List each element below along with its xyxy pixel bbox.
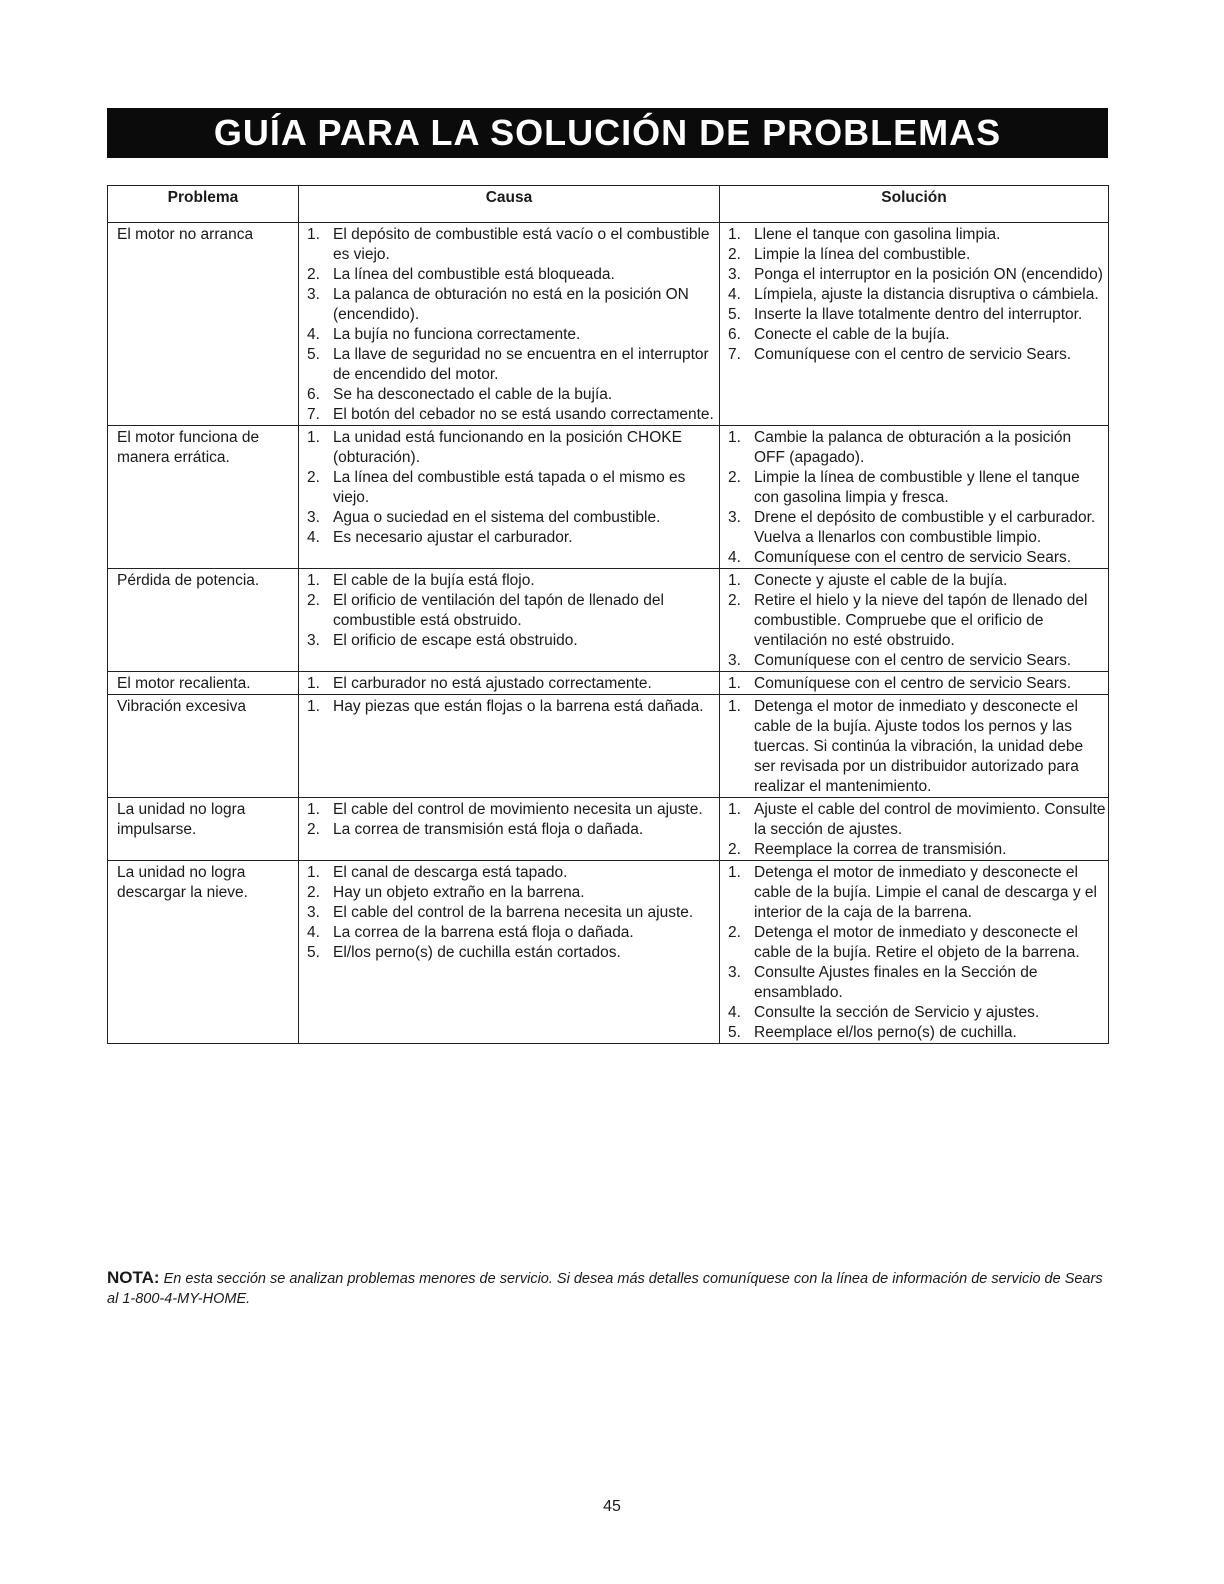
solution-item-text: Cambie la palanca de obturación a la posición OFF (apagado). [754,429,1072,466]
cause-item [307,883,717,903]
cause-cell [299,569,720,672]
solution-item [728,245,1106,265]
solution-item-number: 1. [728,698,741,715]
cause-item-text: El orificio de escape está obstruido. [333,632,578,649]
solution-cell [720,569,1109,672]
solution-item-number: 1. [728,864,741,881]
solution-item-text: Consulte Ajustes finales en la Sección de ensamblado. [754,964,1038,1001]
solution-item-number: 3. [728,652,741,669]
solution-item-text: Detenga el motor de inmediato y desconecte el cable de la bujía. Ajuste todos los pernos y las tuercas. Si continúa la vibración, la unidad debe ser revisada por un distribuidor autorizado para realizar el mantenimiento. [754,698,1084,795]
solution-item-text: Limpie la línea del combustible. [754,246,971,263]
table-header-row [108,186,1109,223]
solution-item [728,1023,1106,1043]
solution-item [728,697,1106,797]
solution-item [728,265,1106,285]
cause-item-text: Agua o suciedad en el sistema del combustible. [333,509,661,526]
cause-item-number: 3. [307,904,320,921]
solution-item [728,428,1106,468]
cause-item-number: 7. [307,406,320,423]
solution-item [728,800,1106,840]
solution-item [728,1003,1106,1023]
cause-cell [299,695,720,798]
cause-item [307,345,717,385]
solution-item-text: Limpie la línea de combustible y llene el tanque con gasolina limpia y fresca. [754,469,1080,506]
cause-item [307,285,717,325]
cause-item-number: 4. [307,326,320,343]
solution-item [728,225,1106,245]
cause-item [307,697,717,717]
solution-item-number: 2. [728,246,741,263]
cause-item [307,863,717,883]
solution-item-number: 1. [728,226,741,243]
solution-item [728,651,1106,671]
problem-cell: Vibración excesiva [108,695,299,798]
solution-item [728,548,1106,568]
cause-item [307,674,717,694]
solution-item-text: Drene el depósito de combustible y el carburador. Vuelva a llenarlos con combustible limpio. [754,509,1096,546]
cause-item-text: Hay piezas que están flojas o la barrena está dañada. [333,698,704,715]
solution-item-number: 5. [728,1024,741,1041]
cause-item-number: 2. [307,821,320,838]
cause-item-number: 6. [307,386,320,403]
solution-item-text: Conecte el cable de la bujía. [754,326,950,343]
solution-item-text: Inserte la llave totalmente dentro del interruptor. [754,306,1083,323]
solution-item-text: Llene el tanque con gasolina limpia. [754,226,1001,243]
solution-item-number: 5. [728,306,741,323]
cause-item-text: El cable del control de la barrena necesita un ajuste. [333,904,694,921]
problem-cell: El motor recalienta. [108,672,299,695]
cause-item-number: 2. [307,469,320,486]
cause-item-number: 4. [307,529,320,546]
cause-item [307,385,717,405]
cause-item-text: Se ha desconectado el cable de la bujía. [333,386,613,403]
solution-item [728,468,1106,508]
solution-item [728,345,1106,365]
solution-cell [720,672,1109,695]
solution-item-text: Comuníquese con el centro de servicio Sears. [754,346,1072,363]
header-solucion: Solución [720,186,1109,223]
cause-item-number: 1. [307,675,320,692]
solution-item [728,285,1106,305]
cause-item-text: El carburador no está ajustado correctamente. [333,675,652,692]
solution-item-number: 1. [728,429,741,446]
solution-item-number: 4. [728,286,741,303]
note-label: NOTA: [107,1268,160,1287]
page-number: 45 [603,1498,621,1515]
problem-cell: La unidad no logra impulsarse. [108,798,299,861]
solution-item-text: Límpiela, ajuste la distancia disruptiva o cámbiela. [754,286,1099,303]
header-problema: Problema [108,186,299,223]
problem-cell: Pérdida de potencia. [108,569,299,672]
cause-item-number: 1. [307,698,320,715]
cause-item-text: Hay un objeto extraño en la barrena. [333,884,585,901]
cause-item [307,325,717,345]
solution-item-number: 2. [728,924,741,941]
cause-item-text: La correa de la barrena está floja o dañada. [333,924,634,941]
cause-item [307,528,717,548]
solution-item [728,508,1106,548]
table-row [108,426,1109,569]
table-row [108,861,1109,1044]
table-row [108,569,1109,672]
cause-item-number: 1. [307,801,320,818]
cause-item-text: El cable del control de movimiento necesita un ajuste. [333,801,703,818]
page-title: GUÍA PARA LA SOLUCIÓN DE PROBLEMAS [107,108,1108,158]
cause-item [307,225,717,265]
header-causa: Causa [299,186,720,223]
solution-item-text: Ajuste el cable del control de movimiento. Consulte la sección de ajustes. [754,801,1106,838]
cause-item-number: 1. [307,572,320,589]
cause-item-text: La bujía no funciona correctamente. [333,326,581,343]
solution-item-number: 6. [728,326,741,343]
cause-item [307,468,717,508]
solution-item-text: Reemplace el/los perno(s) de cuchilla. [754,1024,1017,1041]
problem-cell: El motor funciona de manera errática. [108,426,299,569]
cause-cell [299,426,720,569]
cause-item [307,800,717,820]
cause-item-number: 1. [307,864,320,881]
solution-item-text: Conecte y ajuste el cable de la bujía. [754,572,1008,589]
cause-item-text: La palanca de obturación no está en la posición ON (encendido). [333,286,689,323]
cause-item-number: 1. [307,226,320,243]
table-row [108,223,1109,426]
solution-item-text: Consulte la sección de Servicio y ajustes. [754,1004,1040,1021]
cause-item [307,571,717,591]
cause-item-number: 3. [307,509,320,526]
table-row [108,695,1109,798]
solution-item-text: Detenga el motor de inmediato y desconecte el cable de la bujía. Retire el objeto de la barrena. [754,924,1080,961]
solution-item-number: 3. [728,509,741,526]
cause-cell [299,672,720,695]
cause-item-text: La correa de transmisión está floja o dañada. [333,821,644,838]
solution-item-text: Comuníquese con el centro de servicio Sears. [754,652,1072,669]
note-text: En esta sección se analizan problemas menores de servicio. Si desea más detalles comuníquese con la línea de información de servicio de Sears al 1-800-4-MY-HOME. [107,1271,1103,1307]
cause-item [307,943,717,963]
cause-item [307,820,717,840]
cause-item-text: El/los perno(s) de cuchilla están cortados. [333,944,621,961]
solution-cell [720,695,1109,798]
cause-item [307,428,717,468]
cause-item-text: El canal de descarga está tapado. [333,864,568,881]
cause-item-number: 5. [307,346,320,363]
solution-cell [720,861,1109,1044]
solution-item [728,571,1106,591]
problem-cell: La unidad no logra descargar la nieve. [108,861,299,1044]
solution-item-number: 1. [728,801,741,818]
solution-cell [720,426,1109,569]
cause-item-number: 2. [307,884,320,901]
solution-item [728,674,1106,694]
cause-cell [299,861,720,1044]
cause-item-text: El botón del cebador no se está usando correctamente. [333,406,714,423]
cause-item-text: La línea del combustible está bloqueada. [333,266,615,283]
cause-item-text: La llave de seguridad no se encuentra en el interruptor de encendido del motor. [333,346,709,383]
solution-item [728,305,1106,325]
solution-item-text: Comuníquese con el centro de servicio Sears. [754,549,1072,566]
cause-item-number: 5. [307,944,320,961]
solution-item [728,591,1106,651]
cause-item-text: La unidad está funcionando en la posición CHOKE (obturación). [333,429,682,466]
solution-item [728,840,1106,860]
cause-item-text: El cable de la bujía está flojo. [333,572,535,589]
solution-item-number: 7. [728,346,741,363]
solution-item-text: Retire el hielo y la nieve del tapón de llenado del combustible. Compruebe que el orificio de ventilación no esté obstruido. [754,592,1088,649]
cause-item-text: El depósito de combustible está vacío o el combustible es viejo. [333,226,710,263]
solution-item-text: Reemplace la correa de transmisión. [754,841,1007,858]
cause-item-number: 3. [307,286,320,303]
cause-item-number: 4. [307,924,320,941]
cause-item [307,508,717,528]
troubleshooting-table [107,185,1109,1044]
cause-item-number: 2. [307,266,320,283]
solution-item-number: 2. [728,841,741,858]
cause-item-text: Es necesario ajustar el carburador. [333,529,573,546]
cause-item [307,265,717,285]
cause-item-number: 3. [307,632,320,649]
solution-cell [720,798,1109,861]
cause-cell [299,798,720,861]
table-row [108,672,1109,695]
solution-item-number: 2. [728,592,741,609]
solution-item-text: Comuníquese con el centro de servicio Sears. [754,675,1072,692]
solution-item [728,863,1106,923]
solution-item-text: Detenga el motor de inmediato y desconecte el cable de la bujía. Limpie el canal de descarga y el interior de la caja de la barrena. [754,864,1097,921]
solution-item-number: 1. [728,675,741,692]
solution-item-number: 1. [728,572,741,589]
cause-cell [299,223,720,426]
table-row [108,798,1109,861]
solution-item [728,325,1106,345]
cause-item-number: 1. [307,429,320,446]
table-body [108,223,1109,1044]
solution-cell [720,223,1109,426]
solution-item [728,963,1106,1003]
solution-item [728,923,1106,963]
cause-item-text: El orificio de ventilación del tapón de llenado del combustible está obstruido. [333,592,664,629]
solution-item-number: 4. [728,549,741,566]
cause-item [307,405,717,425]
cause-item-text: La línea del combustible está tapada o el mismo es viejo. [333,469,686,506]
solution-item-text: Ponga el interruptor en la posición ON (encendido) [754,266,1103,283]
cause-item-number: 2. [307,592,320,609]
problem-cell: El motor no arranca [108,223,299,426]
solution-item-number: 3. [728,964,741,981]
note [107,1268,1112,1309]
solution-item-number: 4. [728,1004,741,1021]
cause-item [307,631,717,651]
cause-item [307,923,717,943]
solution-item-number: 3. [728,266,741,283]
cause-item [307,591,717,631]
solution-item-number: 2. [728,469,741,486]
cause-item [307,903,717,923]
